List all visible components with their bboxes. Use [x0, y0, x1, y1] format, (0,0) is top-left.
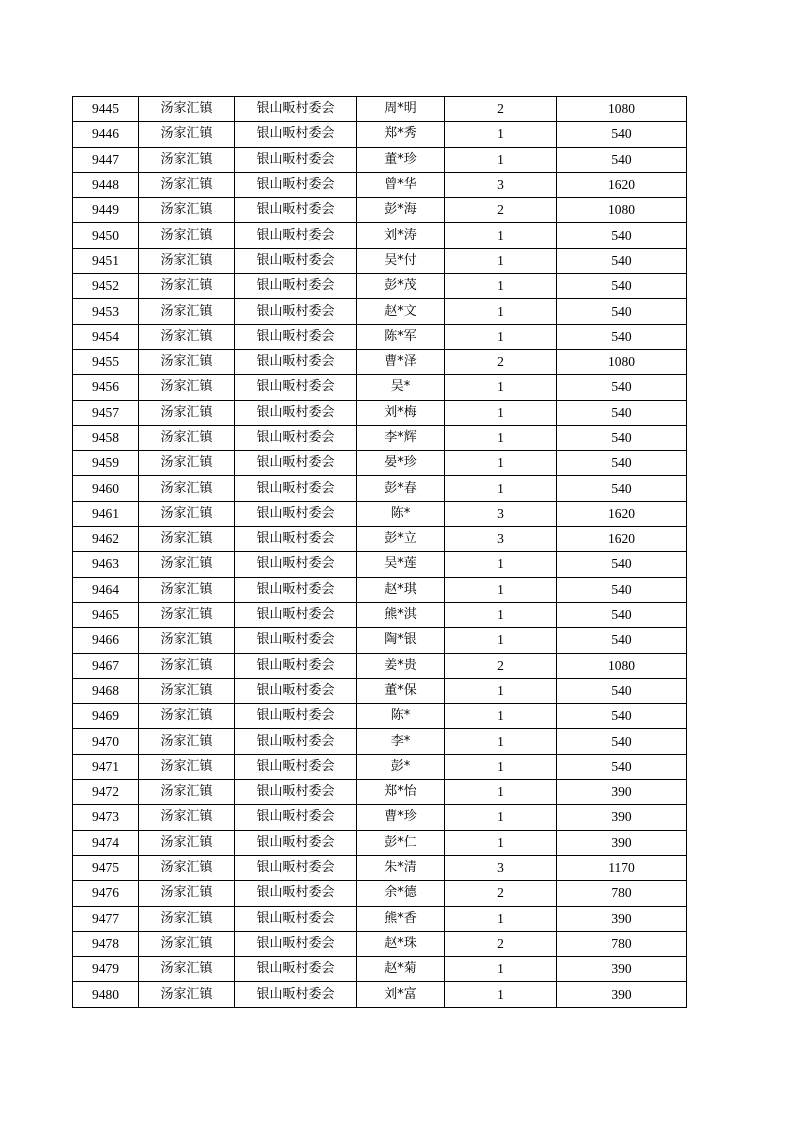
- cell-count: 2: [445, 931, 557, 956]
- cell-id: 9453: [73, 299, 139, 324]
- cell-amount: 390: [557, 780, 687, 805]
- cell-town: 汤家汇镇: [139, 931, 235, 956]
- cell-town: 汤家汇镇: [139, 274, 235, 299]
- cell-town: 汤家汇镇: [139, 957, 235, 982]
- cell-amount: 1080: [557, 349, 687, 374]
- cell-town: 汤家汇镇: [139, 349, 235, 374]
- table-row: [73, 881, 687, 906]
- cell-village: 银山畈村委会: [235, 881, 357, 906]
- table-row: [73, 97, 687, 122]
- cell-town: 汤家汇镇: [139, 198, 235, 223]
- cell-count: 2: [445, 97, 557, 122]
- cell-village: 银山畈村委会: [235, 628, 357, 653]
- cell-name: 熊*淇: [357, 602, 445, 627]
- table-row: [73, 754, 687, 779]
- table-row: [73, 476, 687, 501]
- cell-count: 1: [445, 906, 557, 931]
- cell-id: 9477: [73, 906, 139, 931]
- cell-amount: 390: [557, 906, 687, 931]
- cell-village: 银山畈村委会: [235, 602, 357, 627]
- cell-id: 9461: [73, 501, 139, 526]
- cell-id: 9464: [73, 577, 139, 602]
- cell-count: 1: [445, 704, 557, 729]
- table-row: [73, 780, 687, 805]
- cell-count: 1: [445, 122, 557, 147]
- table-row: [73, 274, 687, 299]
- cell-id: 9462: [73, 527, 139, 552]
- cell-count: 1: [445, 400, 557, 425]
- cell-amount: 540: [557, 122, 687, 147]
- cell-count: 1: [445, 830, 557, 855]
- cell-village: 银山畈村委会: [235, 122, 357, 147]
- cell-town: 汤家汇镇: [139, 577, 235, 602]
- cell-count: 1: [445, 602, 557, 627]
- cell-count: 1: [445, 299, 557, 324]
- cell-town: 汤家汇镇: [139, 628, 235, 653]
- table-row: [73, 931, 687, 956]
- cell-count: 1: [445, 754, 557, 779]
- cell-amount: 540: [557, 248, 687, 273]
- cell-town: 汤家汇镇: [139, 425, 235, 450]
- cell-id: 9450: [73, 223, 139, 248]
- cell-id: 9470: [73, 729, 139, 754]
- cell-id: 9449: [73, 198, 139, 223]
- cell-amount: 780: [557, 931, 687, 956]
- cell-count: 1: [445, 248, 557, 273]
- cell-amount: 1620: [557, 501, 687, 526]
- cell-town: 汤家汇镇: [139, 678, 235, 703]
- cell-amount: 540: [557, 425, 687, 450]
- cell-count: 1: [445, 223, 557, 248]
- cell-town: 汤家汇镇: [139, 881, 235, 906]
- cell-village: 银山畈村委会: [235, 248, 357, 273]
- cell-id: 9474: [73, 830, 139, 855]
- table-row: [73, 122, 687, 147]
- cell-count: 1: [445, 274, 557, 299]
- cell-amount: 540: [557, 476, 687, 501]
- cell-village: 银山畈村委会: [235, 805, 357, 830]
- cell-id: 9473: [73, 805, 139, 830]
- cell-name: 赵*菊: [357, 957, 445, 982]
- cell-village: 银山畈村委会: [235, 324, 357, 349]
- cell-town: 汤家汇镇: [139, 147, 235, 172]
- cell-village: 银山畈村委会: [235, 906, 357, 931]
- table-row: [73, 400, 687, 425]
- cell-id: 9469: [73, 704, 139, 729]
- cell-village: 银山畈村委会: [235, 855, 357, 880]
- cell-name: 熊*香: [357, 906, 445, 931]
- cell-amount: 1080: [557, 198, 687, 223]
- cell-village: 银山畈村委会: [235, 451, 357, 476]
- cell-town: 汤家汇镇: [139, 375, 235, 400]
- cell-amount: 540: [557, 552, 687, 577]
- cell-id: 9475: [73, 855, 139, 880]
- cell-amount: 540: [557, 375, 687, 400]
- cell-count: 1: [445, 476, 557, 501]
- cell-count: 1: [445, 628, 557, 653]
- cell-amount: 390: [557, 830, 687, 855]
- table-row: [73, 704, 687, 729]
- cell-id: 9466: [73, 628, 139, 653]
- cell-name: 余*德: [357, 881, 445, 906]
- cell-village: 银山畈村委会: [235, 552, 357, 577]
- table-row: [73, 501, 687, 526]
- cell-town: 汤家汇镇: [139, 97, 235, 122]
- table-row: [73, 628, 687, 653]
- cell-town: 汤家汇镇: [139, 172, 235, 197]
- cell-id: 9457: [73, 400, 139, 425]
- cell-amount: 540: [557, 577, 687, 602]
- cell-count: 1: [445, 729, 557, 754]
- cell-amount: 1170: [557, 855, 687, 880]
- cell-town: 汤家汇镇: [139, 805, 235, 830]
- cell-village: 银山畈村委会: [235, 198, 357, 223]
- cell-id: 9448: [73, 172, 139, 197]
- cell-name: 曹*珍: [357, 805, 445, 830]
- cell-town: 汤家汇镇: [139, 248, 235, 273]
- table-row: [73, 577, 687, 602]
- cell-count: 1: [445, 577, 557, 602]
- cell-count: 3: [445, 172, 557, 197]
- cell-id: 9445: [73, 97, 139, 122]
- cell-town: 汤家汇镇: [139, 476, 235, 501]
- cell-id: 9447: [73, 147, 139, 172]
- cell-village: 银山畈村委会: [235, 754, 357, 779]
- cell-id: 9479: [73, 957, 139, 982]
- cell-town: 汤家汇镇: [139, 552, 235, 577]
- cell-amount: 540: [557, 451, 687, 476]
- table-row: [73, 982, 687, 1007]
- cell-name: 李*: [357, 729, 445, 754]
- cell-town: 汤家汇镇: [139, 501, 235, 526]
- cell-name: 陈*: [357, 704, 445, 729]
- cell-id: 9454: [73, 324, 139, 349]
- table-row: [73, 906, 687, 931]
- cell-count: 1: [445, 957, 557, 982]
- table-row: [73, 957, 687, 982]
- cell-name: 曾*华: [357, 172, 445, 197]
- cell-id: 9446: [73, 122, 139, 147]
- cell-count: 2: [445, 653, 557, 678]
- cell-count: 3: [445, 527, 557, 552]
- cell-village: 银山畈村委会: [235, 349, 357, 374]
- cell-village: 银山畈村委会: [235, 931, 357, 956]
- cell-village: 银山畈村委会: [235, 425, 357, 450]
- cell-town: 汤家汇镇: [139, 324, 235, 349]
- cell-village: 银山畈村委会: [235, 957, 357, 982]
- cell-name: 吴*付: [357, 248, 445, 273]
- cell-amount: 780: [557, 881, 687, 906]
- table-row: [73, 653, 687, 678]
- cell-amount: 540: [557, 602, 687, 627]
- cell-count: 2: [445, 881, 557, 906]
- cell-name: 彭*仁: [357, 830, 445, 855]
- cell-name: 曹*泽: [357, 349, 445, 374]
- cell-name: 彭*立: [357, 527, 445, 552]
- cell-town: 汤家汇镇: [139, 653, 235, 678]
- cell-id: 9480: [73, 982, 139, 1007]
- cell-name: 郑*怡: [357, 780, 445, 805]
- cell-town: 汤家汇镇: [139, 830, 235, 855]
- table-row: [73, 729, 687, 754]
- cell-name: 姜*贵: [357, 653, 445, 678]
- cell-village: 银山畈村委会: [235, 299, 357, 324]
- cell-count: 2: [445, 349, 557, 374]
- cell-count: 1: [445, 805, 557, 830]
- cell-name: 周*明: [357, 97, 445, 122]
- table-row: [73, 147, 687, 172]
- cell-id: 9476: [73, 881, 139, 906]
- cell-amount: 540: [557, 628, 687, 653]
- cell-name: 李*辉: [357, 425, 445, 450]
- cell-amount: 540: [557, 400, 687, 425]
- cell-amount: 1620: [557, 527, 687, 552]
- table-row: [73, 324, 687, 349]
- cell-town: 汤家汇镇: [139, 729, 235, 754]
- cell-count: 3: [445, 501, 557, 526]
- cell-amount: 540: [557, 299, 687, 324]
- cell-id: 9478: [73, 931, 139, 956]
- cell-town: 汤家汇镇: [139, 602, 235, 627]
- cell-count: 1: [445, 552, 557, 577]
- cell-name: 彭*海: [357, 198, 445, 223]
- cell-village: 银山畈村委会: [235, 274, 357, 299]
- cell-id: 9455: [73, 349, 139, 374]
- table-row: [73, 855, 687, 880]
- cell-village: 银山畈村委会: [235, 653, 357, 678]
- cell-town: 汤家汇镇: [139, 754, 235, 779]
- table-row: [73, 248, 687, 273]
- cell-village: 银山畈村委会: [235, 830, 357, 855]
- cell-count: 1: [445, 324, 557, 349]
- cell-name: 彭*: [357, 754, 445, 779]
- data-table: [72, 96, 687, 1008]
- cell-name: 彭*春: [357, 476, 445, 501]
- cell-village: 银山畈村委会: [235, 577, 357, 602]
- cell-count: 1: [445, 147, 557, 172]
- table-row: [73, 299, 687, 324]
- cell-name: 董*珍: [357, 147, 445, 172]
- cell-town: 汤家汇镇: [139, 122, 235, 147]
- cell-name: 赵*珠: [357, 931, 445, 956]
- cell-amount: 540: [557, 754, 687, 779]
- cell-amount: 540: [557, 223, 687, 248]
- cell-village: 银山畈村委会: [235, 147, 357, 172]
- cell-id: 9468: [73, 678, 139, 703]
- cell-name: 朱*清: [357, 855, 445, 880]
- cell-village: 银山畈村委会: [235, 172, 357, 197]
- cell-amount: 390: [557, 805, 687, 830]
- cell-amount: 1080: [557, 97, 687, 122]
- cell-name: 刘*梅: [357, 400, 445, 425]
- cell-id: 9452: [73, 274, 139, 299]
- cell-village: 银山畈村委会: [235, 223, 357, 248]
- cell-town: 汤家汇镇: [139, 906, 235, 931]
- cell-count: 1: [445, 982, 557, 1007]
- cell-name: 刘*富: [357, 982, 445, 1007]
- table-row: [73, 678, 687, 703]
- cell-village: 银山畈村委会: [235, 780, 357, 805]
- cell-amount: 540: [557, 729, 687, 754]
- table-row: [73, 602, 687, 627]
- cell-name: 陈*: [357, 501, 445, 526]
- cell-town: 汤家汇镇: [139, 527, 235, 552]
- cell-id: 9471: [73, 754, 139, 779]
- cell-village: 银山畈村委会: [235, 527, 357, 552]
- cell-amount: 540: [557, 678, 687, 703]
- table-row: [73, 552, 687, 577]
- cell-id: 9456: [73, 375, 139, 400]
- cell-id: 9465: [73, 602, 139, 627]
- cell-town: 汤家汇镇: [139, 780, 235, 805]
- cell-amount: 540: [557, 324, 687, 349]
- table-row: [73, 425, 687, 450]
- table-row: [73, 198, 687, 223]
- cell-count: 1: [445, 780, 557, 805]
- cell-name: 董*保: [357, 678, 445, 703]
- cell-name: 陈*军: [357, 324, 445, 349]
- table-row: [73, 830, 687, 855]
- cell-village: 银山畈村委会: [235, 400, 357, 425]
- cell-id: 9472: [73, 780, 139, 805]
- cell-name: 陶*银: [357, 628, 445, 653]
- cell-town: 汤家汇镇: [139, 299, 235, 324]
- cell-id: 9458: [73, 425, 139, 450]
- cell-name: 吴*莲: [357, 552, 445, 577]
- cell-village: 银山畈村委会: [235, 704, 357, 729]
- table-body: [73, 97, 687, 1008]
- cell-amount: 540: [557, 147, 687, 172]
- cell-town: 汤家汇镇: [139, 223, 235, 248]
- cell-amount: 1080: [557, 653, 687, 678]
- cell-town: 汤家汇镇: [139, 855, 235, 880]
- cell-village: 银山畈村委会: [235, 501, 357, 526]
- table-row: [73, 451, 687, 476]
- cell-village: 银山畈村委会: [235, 476, 357, 501]
- cell-id: 9459: [73, 451, 139, 476]
- cell-count: 3: [445, 855, 557, 880]
- table-row: [73, 172, 687, 197]
- cell-amount: 540: [557, 274, 687, 299]
- cell-village: 银山畈村委会: [235, 729, 357, 754]
- cell-town: 汤家汇镇: [139, 451, 235, 476]
- table-row: [73, 349, 687, 374]
- cell-village: 银山畈村委会: [235, 678, 357, 703]
- cell-id: 9451: [73, 248, 139, 273]
- cell-town: 汤家汇镇: [139, 400, 235, 425]
- cell-amount: 540: [557, 704, 687, 729]
- cell-name: 彭*茂: [357, 274, 445, 299]
- cell-count: 2: [445, 198, 557, 223]
- cell-count: 1: [445, 425, 557, 450]
- cell-count: 1: [445, 678, 557, 703]
- cell-town: 汤家汇镇: [139, 982, 235, 1007]
- cell-name: 赵*文: [357, 299, 445, 324]
- cell-name: 郑*秀: [357, 122, 445, 147]
- cell-id: 9463: [73, 552, 139, 577]
- cell-town: 汤家汇镇: [139, 704, 235, 729]
- cell-amount: 390: [557, 957, 687, 982]
- table-row: [73, 375, 687, 400]
- table-row: [73, 223, 687, 248]
- cell-name: 晏*珍: [357, 451, 445, 476]
- cell-amount: 1620: [557, 172, 687, 197]
- table-row: [73, 805, 687, 830]
- cell-name: 赵*琪: [357, 577, 445, 602]
- cell-count: 1: [445, 375, 557, 400]
- cell-id: 9467: [73, 653, 139, 678]
- table-row: [73, 527, 687, 552]
- cell-id: 9460: [73, 476, 139, 501]
- cell-village: 银山畈村委会: [235, 97, 357, 122]
- cell-count: 1: [445, 451, 557, 476]
- cell-name: 吴*: [357, 375, 445, 400]
- cell-name: 刘*涛: [357, 223, 445, 248]
- cell-village: 银山畈村委会: [235, 982, 357, 1007]
- cell-village: 银山畈村委会: [235, 375, 357, 400]
- cell-amount: 390: [557, 982, 687, 1007]
